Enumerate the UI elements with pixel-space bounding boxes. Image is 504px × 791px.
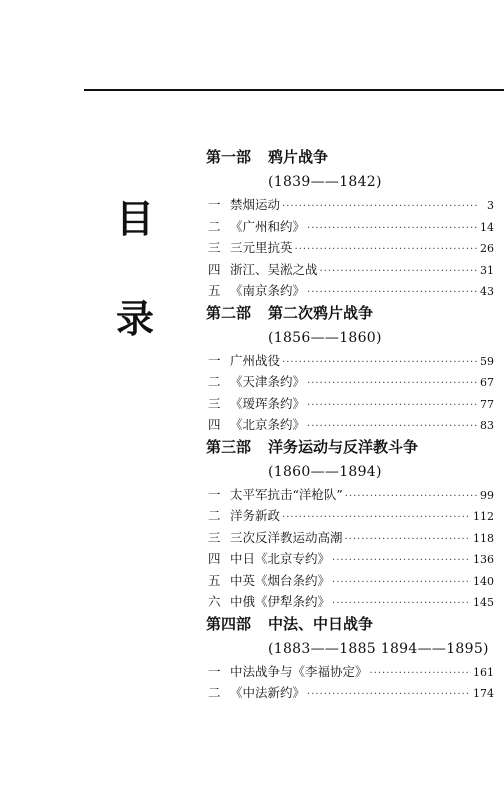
entry-number: 三	[208, 395, 221, 411]
entry-page: 31	[480, 263, 494, 277]
entry-number: 六	[208, 594, 221, 609]
part-title: 第二次鸦片战争	[268, 303, 374, 322]
entry-page: 3	[487, 199, 494, 212]
toc-entry[interactable]	[206, 548, 498, 570]
toc-entry[interactable]	[206, 570, 498, 592]
part-number: 第一部	[206, 148, 252, 166]
dot-leader	[332, 593, 471, 615]
entry-number: 四	[208, 551, 221, 566]
entry-title: 中英《烟台条约》	[230, 572, 331, 588]
entry-number: 二	[208, 508, 221, 523]
toc-entry[interactable]	[206, 527, 498, 549]
part-number: 第四部	[206, 614, 252, 633]
entry-number: 五	[208, 572, 221, 588]
entry-page: 14	[480, 220, 494, 234]
entry-page: 161	[473, 665, 494, 679]
entry-page: 99	[480, 488, 494, 502]
entry-page: 59	[480, 354, 494, 368]
entry-title: 浙江、吴淞之战	[230, 261, 318, 277]
part-number: 第三部	[206, 437, 252, 456]
entry-number: 四	[208, 261, 221, 277]
entry-page: 77	[480, 397, 494, 411]
entry-page: 118	[473, 531, 494, 545]
part-number: 第二部	[206, 303, 252, 322]
entry-page: 26	[480, 242, 494, 255]
entry-title: 《北京条约》	[230, 417, 306, 432]
toc-entry[interactable]	[206, 682, 498, 704]
dot-leader	[307, 395, 478, 417]
dot-leader	[332, 550, 471, 572]
entry-title: 太平军抗击“洋枪队”	[230, 486, 343, 502]
entry-page: 145	[473, 596, 494, 609]
part-heading	[206, 302, 498, 326]
entry-title: 《瑷珲条约》	[230, 395, 306, 411]
part-years: (1860——1894)	[268, 463, 382, 480]
part-years: (1883——1885 1894——1895)	[268, 640, 489, 657]
entry-page: 174	[473, 687, 494, 700]
entry-title: 禁烟运动	[230, 197, 281, 212]
part-2	[206, 302, 498, 436]
entry-number: 一	[208, 486, 221, 502]
dot-leader	[307, 684, 471, 706]
toc-entry[interactable]	[206, 414, 498, 436]
heading-char-1: 目	[116, 197, 155, 241]
part-heading	[206, 613, 498, 637]
dot-leader	[282, 507, 471, 529]
entry-title: 中法战争与《李福协定》	[230, 663, 368, 679]
toc-entry[interactable]	[206, 505, 498, 527]
dot-leader	[345, 529, 471, 551]
dot-leader	[307, 373, 478, 395]
entry-page: 140	[473, 574, 494, 588]
entry-title: 《南京条约》	[230, 283, 306, 298]
toc-entry[interactable]	[206, 194, 498, 216]
dot-leader	[307, 416, 478, 438]
entry-number: 三	[208, 529, 221, 545]
toc-entry[interactable]	[206, 591, 498, 613]
entry-number: 三	[208, 240, 221, 255]
dot-leader	[332, 572, 471, 594]
dot-leader	[282, 196, 478, 218]
toc-entry[interactable]	[206, 393, 498, 415]
entry-number: 二	[208, 374, 221, 389]
entry-number: 二	[208, 218, 221, 234]
entry-title: 《中法新约》	[230, 685, 306, 700]
entry-title: 洋务新政	[230, 508, 281, 523]
part-1	[206, 146, 498, 302]
toc-entry[interactable]	[206, 350, 498, 372]
entry-number: 二	[208, 685, 221, 700]
entry-number: 一	[208, 352, 221, 368]
toc-entry[interactable]	[206, 484, 498, 506]
dot-leader	[295, 239, 478, 261]
toc-entry[interactable]	[206, 216, 498, 238]
entry-title: 三元里抗英	[230, 240, 293, 255]
toc-entry[interactable]	[206, 237, 498, 259]
heading-char-2: 录	[116, 297, 155, 341]
entry-title: 《天津条约》	[230, 374, 306, 389]
part-title: 中法、中日战争	[268, 614, 374, 633]
entry-title: 《广州和约》	[230, 218, 306, 234]
entry-number: 五	[208, 283, 221, 298]
toc-entry[interactable]	[206, 280, 498, 302]
entry-page: 136	[473, 553, 494, 566]
dot-leader	[307, 282, 478, 304]
part-years: (1856——1860)	[268, 329, 382, 346]
entry-title: 广州战役	[230, 352, 281, 368]
entry-number: 一	[208, 197, 221, 212]
entry-page: 43	[480, 285, 494, 298]
dot-leader	[282, 352, 478, 374]
part-heading	[206, 146, 498, 170]
entry-title: 三次反洋教运动高潮	[230, 529, 343, 545]
part-title: 鸦片战争	[268, 148, 329, 166]
table-of-contents	[206, 146, 498, 704]
dot-leader	[370, 663, 471, 685]
top-rule	[84, 89, 504, 91]
part-title: 洋务运动与反洋教斗争	[268, 437, 419, 456]
toc-entry[interactable]	[206, 371, 498, 393]
entry-page: 83	[480, 419, 494, 432]
entry-page: 112	[473, 510, 494, 523]
entry-number: 一	[208, 663, 221, 679]
dot-leader	[345, 486, 478, 508]
part-4	[206, 613, 498, 704]
dot-leader	[320, 261, 478, 283]
entry-title: 中日《北京专约》	[230, 551, 331, 566]
part-years: (1839——1842)	[268, 174, 382, 190]
entry-title: 中俄《伊犁条约》	[230, 594, 331, 609]
entry-number: 四	[208, 417, 221, 432]
part-3	[206, 436, 498, 613]
part-heading	[206, 436, 498, 460]
dot-leader	[307, 218, 478, 240]
toc-entry[interactable]	[206, 259, 498, 281]
toc-entry[interactable]	[206, 661, 498, 683]
entry-page: 67	[480, 376, 494, 389]
